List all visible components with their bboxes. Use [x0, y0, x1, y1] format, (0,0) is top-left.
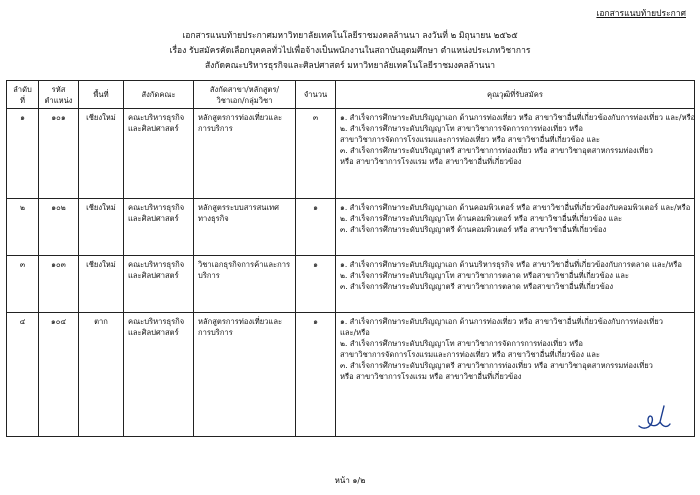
cell-area: เชียงใหม่: [79, 199, 124, 256]
page-number: หน้า ๑/๒: [334, 476, 366, 485]
col-qualification: คุณวุฒิที่รับสมัคร: [336, 81, 695, 109]
attachment-label: เอกสารแนบท้ายประกาศ: [596, 9, 686, 19]
cell-program: หลักสูตรการท่องเที่ยวและ การบริการ: [194, 109, 296, 199]
signature-mark: [636, 400, 672, 434]
header-line-3: สังกัดคณะบริหารธุรกิจและศิลปศาสตร์ มหาวิทยาลัยเทคโนโลยีราชมงคลล้านนา: [204, 61, 496, 71]
cell-order: ๒: [7, 199, 39, 256]
header-line-1: เอกสารแนบท้ายประกาศมหาวิทยาลัยเทคโนโลยีราชมงคลล้านนา ลงวันที่ ๒ มิถุนายน ๒๕๖๕: [182, 31, 518, 41]
cell-faculty: คณะบริหารธุรกิจ และศิลปศาสตร์: [124, 109, 194, 199]
col-faculty: สังกัดคณะ: [124, 81, 194, 109]
col-code: รหัส ตำแหน่ง: [39, 81, 79, 109]
cell-code: ๑๐๒: [39, 199, 79, 256]
cell-area: ตาก: [79, 313, 124, 437]
col-area: พื้นที่: [79, 81, 124, 109]
cell-code: ๑๐๔: [39, 313, 79, 437]
cell-qualification: ๑. สำเร็จการศึกษาระดับปริญญาเอก ด้านการท่องเที่ยว หรือ สาขาวิชาอื่นที่เกี่ยวข้องกับการท่องเที่ยว และ/หรือ ๒. สำเร็จการศึกษาระดับปริญญาโท สาขาวิชาการจัดการการท่องเที่ยว หรือ สาขาวิชาการจัดการโรงแรมและการท่องเที่ยว หรือ สาขาวิชาอื่นที่เกี่ยวข้อง และ ๓. สำเร็จการศึกษาระดับปริญญาตรี สาขาวิชาการท่องเที่ยว หรือ สาขาวิชาอุตสาหกรรมท่องเที่ยว หรือ สาขาวิชาการโรงแรม หรือ สาขาวิชาอื่นที่เกี่ยวข้อง: [336, 313, 695, 437]
col-order: ลำดับ ที่: [7, 81, 39, 109]
cell-program: วิชาเอกธุรกิจการค้าและการ บริการ: [194, 256, 296, 313]
col-program: สังกัดสาขา/หลักสูตร/ วิชาเอก/กลุ่มวิชา: [194, 81, 296, 109]
cell-qualification: ๑. สำเร็จการศึกษาระดับปริญญาเอก ด้านบริหารธุรกิจ หรือ สาขาวิชาอื่นที่เกี่ยวข้องกับการตลาด และ/หรือ ๒. สำเร็จการศึกษาระดับปริญญาโท สาขาวิชาการตลาด หรือสาขาวิชาอื่นที่เกี่ยวข้อง และ ๓. สำเร็จการศึกษาระดับปริญญาตรี สาขาวิชาการตลาด หรือสาขาวิชาอื่นที่เกี่ยวข้อง: [336, 256, 695, 313]
table-row: [7, 256, 695, 313]
cell-order: ๓: [7, 256, 39, 313]
table-header-row: [7, 81, 695, 109]
col-amount: จำนวน: [296, 81, 336, 109]
cell-program: หลักสูตรระบบสารสนเทศ ทางธุรกิจ: [194, 199, 296, 256]
cell-area: เชียงใหม่: [79, 256, 124, 313]
cell-qualification: ๑. สำเร็จการศึกษาระดับปริญญาเอก ด้านการท่องเที่ยว หรือ สาขาวิชาอื่นที่เกี่ยวข้องกับการท่องเที่ยว และ/หรือ ๒. สำเร็จการศึกษาระดับปริญญาโท สาขาวิชาการจัดการการท่องเที่ยว หรือ สาขาวิชาการจัดการโรงแรมและการท่องเที่ยว หรือ สาขาวิชาอื่นที่เกี่ยวข้อง และ ๓. สำเร็จการศึกษาระดับปริญญาตรี สาขาวิชาการท่องเที่ยว หรือ สาขาวิชาอุตสาหกรรมท่องเที่ยว หรือ สาขาวิชาการโรงแรม หรือ สาขาวิชาอื่นที่เกี่ยวข้อง: [336, 109, 695, 199]
header-line-2: เรื่อง รับสมัครคัดเลือกบุคคลทั่วไปเพื่อจ้างเป็นพนักงานในสถาบันอุดมศึกษา ตำแหน่งประเภทวิชาการ: [169, 46, 531, 56]
cell-qualification: ๑. สำเร็จการศึกษาระดับปริญญาเอก ด้านคอมพิวเตอร์ หรือ สาขาวิชาอื่นที่เกี่ยวข้องกับคอมพิวเตอร์ และ/หรือ ๒. สำเร็จการศึกษาระดับปริญญาโท ด้านคอมพิวเตอร์ หรือ สาขาวิชาอื่นที่เกี่ยวข้อง และ ๓. สำเร็จการศึกษาระดับปริญญาตรี ด้านคอมพิวเตอร์ หรือ สาขาวิชาอื่นที่เกี่ยวข้อง: [336, 199, 695, 256]
cell-amount: ๑: [296, 199, 336, 256]
cell-code: ๑๐๑: [39, 109, 79, 199]
cell-amount: ๑: [296, 256, 336, 313]
cell-area: เชียงใหม่: [79, 109, 124, 199]
cell-faculty: คณะบริหารธุรกิจ และศิลปศาสตร์: [124, 199, 194, 256]
cell-amount: ๑: [296, 313, 336, 437]
cell-program: หลักสูตรการท่องเที่ยวและ การบริการ: [194, 313, 296, 437]
cell-faculty: คณะบริหารธุรกิจ และศิลปศาสตร์: [124, 256, 194, 313]
cell-order: ๔: [7, 313, 39, 437]
table-row: [7, 199, 695, 256]
table-row: [7, 313, 695, 437]
cell-code: ๑๐๓: [39, 256, 79, 313]
table-row: [7, 109, 695, 199]
positions-table: [6, 80, 695, 437]
cell-amount: ๓: [296, 109, 336, 199]
cell-order: ๑: [7, 109, 39, 199]
cell-faculty: คณะบริหารธุรกิจ และศิลปศาสตร์: [124, 313, 194, 437]
